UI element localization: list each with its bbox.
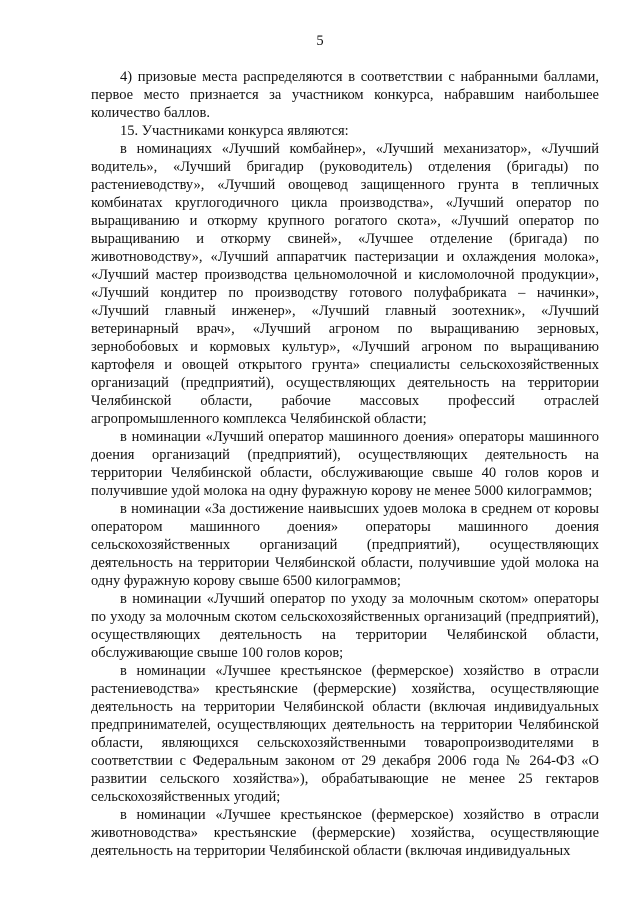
paragraph-nominations-specialists: в номинациях «Лучший комбайнер», «Лучший механизатор», «Лучший водитель», «Лучший бригадир (руководитель) отделения (бригады) по растениеводству», «Лучший овощевод защищенного грунта в тепличных комбинатах круглогодичного цикла производства», «Лучший оператор по выращиванию и откорму крупного рогатого скота», «Лучший оператор по выращиванию и откорму свиней», «Лучшее отделение (бригада) по животноводству», «Лучший аппаратчик пастеризации и охлаждения молока», «Лучший мастер производства цельномолочной и кисломолочной продукции», «Лучший кондитер по производству готового полуфабриката – начинки», «Лучший главный инженер», «Лучший главный зоотехник», «Лучший ветеринарный врач», «Лучший агроном по выращиванию зерновых, зернобобовых и кормовых культур», «Лучший агроном по выращиванию картофеля и овощей открытого грунта» специалисты сельскохозяйственных организаций (предприятий), осуществляющих деятельность на территории Челябинской области, рабочие массовых профессий отраслей агропромышленного комплекса Челябинской области;: [91, 141, 599, 427]
paragraph-nomination-highest-yields: в номинации «За достижение наивысших удоев молока в среднем от коровы оператором машинного доения» операторы машинного доения сельскохозяйственных организаций (предприятий), осуществляющих деятельность на территории Челябинской области, получившие удой молока на одну фуражную корову свыше 6500 килограммов;: [91, 501, 599, 589]
paragraph-nomination-dairy-care-operator: в номинации «Лучший оператор по уходу за молочным скотом» операторы по уходу за молочным скотом сельскохозяйственных организаций (предприятий), осуществляющих деятельность на территории Челябинской области, обслуживающие свыше 100 голов коров;: [91, 591, 599, 661]
paragraph-prize-places: 4) призовые места распределяются в соответствии с набранными баллами, первое место признается за участником конкурса, набравшим наибольшее количество баллов.: [91, 69, 599, 121]
paragraph-nomination-farm-crop: в номинации «Лучшее крестьянское (фермерское) хозяйство в отрасли растениеводства» крестьянские (фермерские) хозяйства, осуществляющие деятельность на территории Челябинской области (включая индивидуальных предпринимателей, осуществляющих деятельность на территории Челябинской области, являющихся сельскохозяйственными товаропроизводителями в соответствии с Федеральным законом от 29 декабря 2006 года № 264-ФЗ «О развитии сельского хозяйства»), обрабатывающие не менее 25 гектаров сельскохозяйственных угодий;: [91, 663, 599, 805]
paragraph-participants-heading: 15. Участниками конкурса являются:: [120, 123, 349, 139]
paragraph-nomination-farm-livestock: в номинации «Лучшее крестьянское (фермерское) хозяйство в отрасли животноводства» крестьянские (фермерские) хозяйства, осуществляющие деятельность на территории Челябинской области (включая индивидуальных: [91, 807, 599, 859]
paragraph-nomination-milking-operator: в номинации «Лучший оператор машинного доения» операторы машинного доения организаций (предприятий), осуществляющих деятельность на территории Челябинской области, обслуживающие свыше 40 голов коров и получившие удой молока на одну фуражную корову не менее 5000 килограммов;: [91, 429, 599, 499]
document-body: [91, 68, 599, 860]
page-number: 5: [316, 33, 324, 49]
